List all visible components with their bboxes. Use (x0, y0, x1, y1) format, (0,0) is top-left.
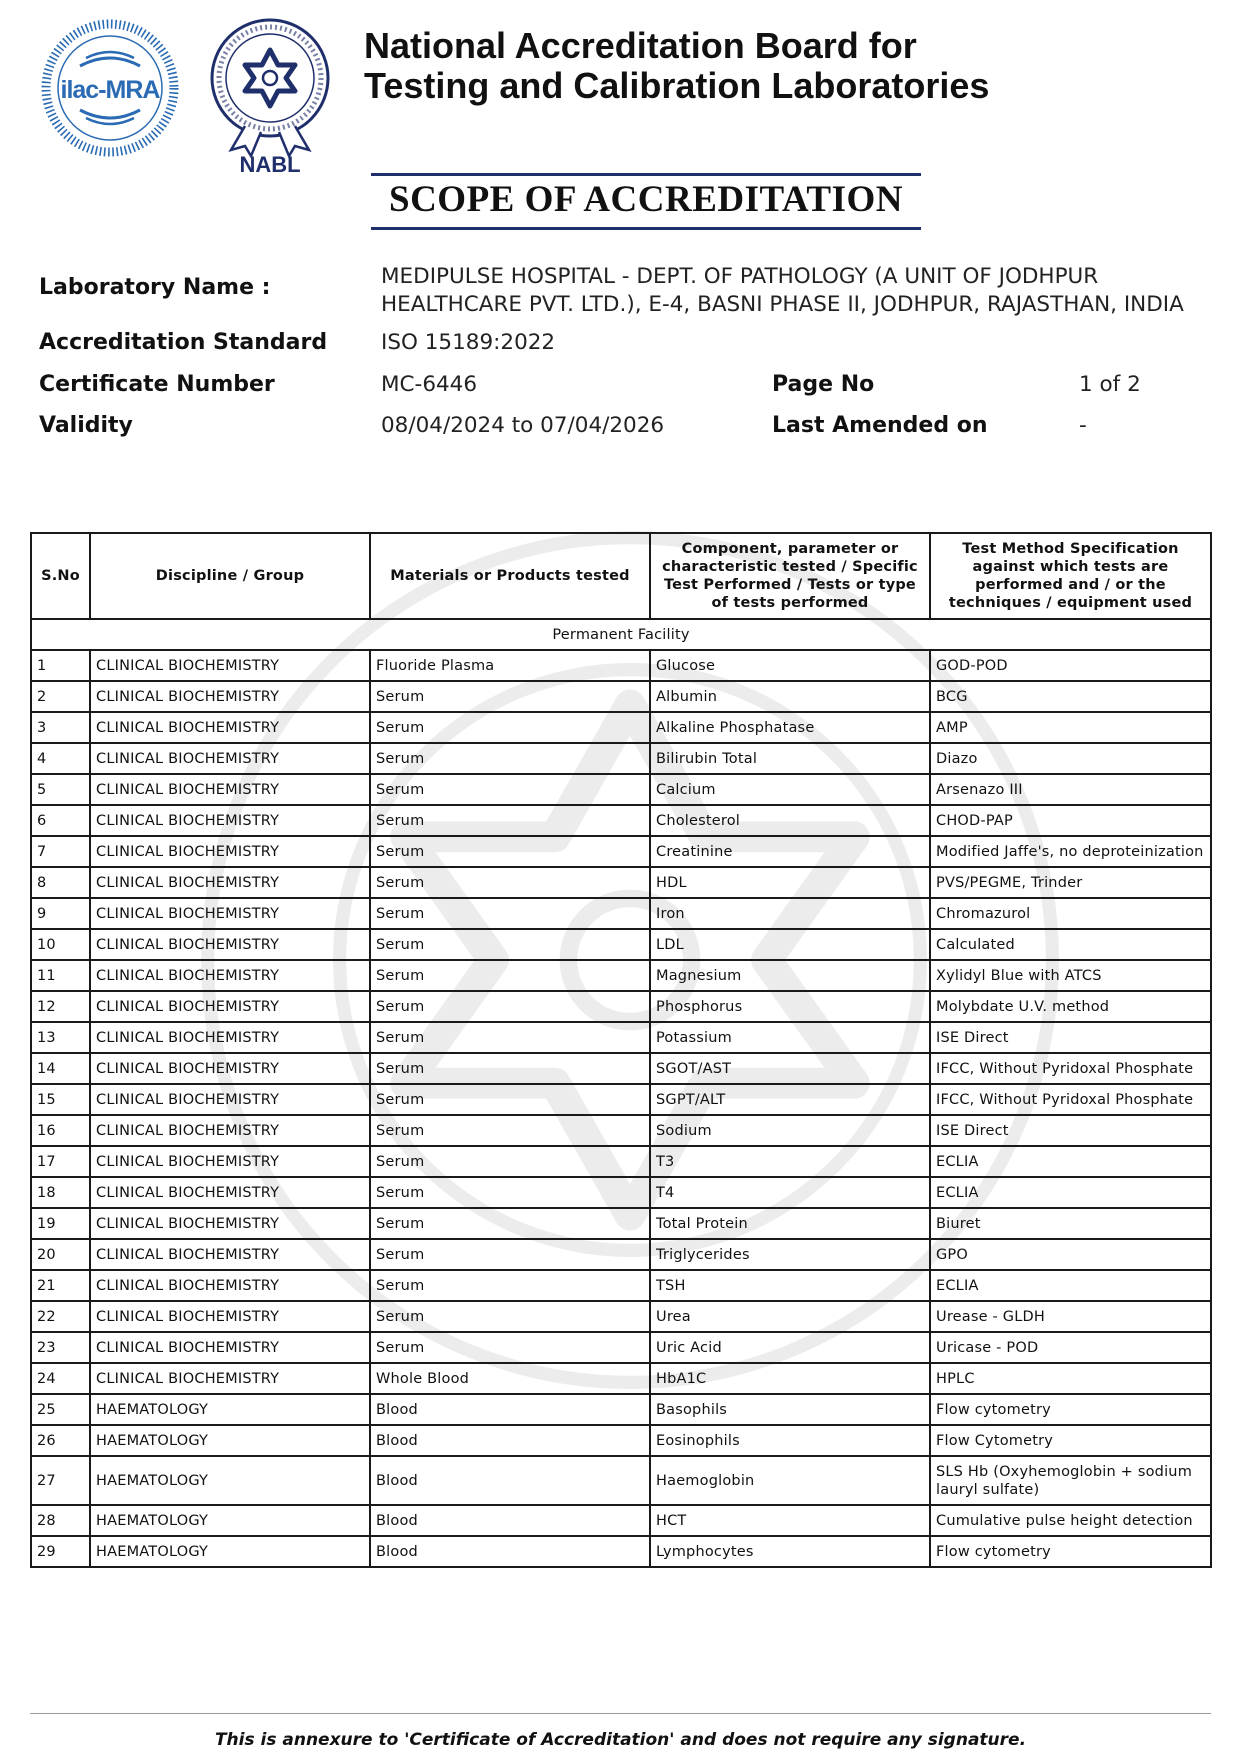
cell-discipline: CLINICAL BIOCHEMISTRY (90, 1115, 370, 1146)
cell-material: Fluoride Plasma (370, 650, 650, 681)
standard-label: Accreditation Standard (39, 330, 328, 355)
cell-sno: 11 (31, 960, 90, 991)
scope-title: SCOPE OF ACCREDITATION (389, 179, 903, 220)
cell-sno: 18 (31, 1177, 90, 1208)
cell-material: Serum (370, 681, 650, 712)
header-discipline: Discipline / Group (90, 533, 370, 619)
header-sno: S.No (31, 533, 90, 619)
cell-sno: 16 (31, 1115, 90, 1146)
cell-component: Glucose (650, 650, 930, 681)
cell-component: Creatinine (650, 836, 930, 867)
table-row (31, 836, 1211, 867)
footer-note: This is annexure to 'Certificate of Accreditation' and does not require any signature. (214, 1730, 1027, 1750)
cell-sno: 26 (31, 1425, 90, 1456)
cell-method: HPLC (930, 1363, 1211, 1394)
cell-material: Serum (370, 867, 650, 898)
cell-component: Triglycerides (650, 1239, 930, 1270)
table-row (31, 1505, 1211, 1536)
cell-method: Uricase - POD (930, 1332, 1211, 1363)
cell-discipline: CLINICAL BIOCHEMISTRY (90, 1332, 370, 1363)
cell-component: Sodium (650, 1115, 930, 1146)
cell-component: Magnesium (650, 960, 930, 991)
table-header-row (31, 533, 1211, 619)
cell-discipline: CLINICAL BIOCHEMISTRY (90, 1084, 370, 1115)
organization-title-line1: National Accreditation Board for (364, 25, 917, 66)
cell-method: Calculated (930, 929, 1211, 960)
cell-material: Serum (370, 1115, 650, 1146)
cell-component: Uric Acid (650, 1332, 930, 1363)
cell-component: Iron (650, 898, 930, 929)
cell-method: Flow cytometry (930, 1394, 1211, 1425)
cell-component: Potassium (650, 1022, 930, 1053)
cell-material: Serum (370, 960, 650, 991)
cell-component: Eosinophils (650, 1425, 930, 1456)
cell-method: ECLIA (930, 1270, 1211, 1301)
table-row (31, 1239, 1211, 1270)
cell-material: Blood (370, 1394, 650, 1425)
cell-sno: 20 (31, 1239, 90, 1270)
ilac-mra-logo (40, 18, 180, 158)
cell-method: Diazo (930, 743, 1211, 774)
cell-method: PVS/PEGME, Trinder (930, 867, 1211, 898)
cell-discipline: CLINICAL BIOCHEMISTRY (90, 650, 370, 681)
validity-value: 08/04/2024 to 07/04/2026 (381, 413, 665, 438)
last-amended-label: Last Amended on (772, 413, 988, 438)
cell-discipline: CLINICAL BIOCHEMISTRY (90, 1177, 370, 1208)
lab-name-value: MEDIPULSE HOSPITAL - DEPT. OF PATHOLOGY (A UNIT OF JODHPUR HEALTHCARE PVT. LTD.), E-4, BASNI PHASE II, JODHPUR, RAJASTHAN, INDIA (381, 264, 1184, 317)
footer-rule (30, 1713, 1211, 1714)
cell-component: HbA1C (650, 1363, 930, 1394)
table-row (31, 1394, 1211, 1425)
cell-material: Serum (370, 929, 650, 960)
cell-material: Blood (370, 1536, 650, 1567)
cell-sno: 12 (31, 991, 90, 1022)
table-row (31, 1022, 1211, 1053)
cell-sno: 3 (31, 712, 90, 743)
cell-method: ECLIA (930, 1177, 1211, 1208)
cell-material: Serum (370, 1270, 650, 1301)
cell-material: Blood (370, 1505, 650, 1536)
table-row (31, 805, 1211, 836)
cell-discipline: HAEMATOLOGY (90, 1536, 370, 1567)
cell-material: Blood (370, 1456, 650, 1505)
cell-method: Arsenazo III (930, 774, 1211, 805)
cell-material: Serum (370, 1022, 650, 1053)
cell-sno: 13 (31, 1022, 90, 1053)
table-row (31, 929, 1211, 960)
cell-material: Serum (370, 991, 650, 1022)
facility-label: Permanent Facility (31, 619, 1211, 650)
cell-sno: 21 (31, 1270, 90, 1301)
table-row (31, 991, 1211, 1022)
cell-material: Serum (370, 1332, 650, 1363)
cell-discipline: CLINICAL BIOCHEMISTRY (90, 805, 370, 836)
cell-method: GPO (930, 1239, 1211, 1270)
table-row (31, 1332, 1211, 1363)
cell-sno: 27 (31, 1456, 90, 1505)
cell-sno: 23 (31, 1332, 90, 1363)
cell-component: Alkaline Phosphatase (650, 712, 930, 743)
table-row (31, 960, 1211, 991)
cell-material: Serum (370, 805, 650, 836)
cell-sno: 29 (31, 1536, 90, 1567)
cell-material: Serum (370, 1084, 650, 1115)
cell-discipline: HAEMATOLOGY (90, 1394, 370, 1425)
cell-discipline: CLINICAL BIOCHEMISTRY (90, 1301, 370, 1332)
cell-material: Serum (370, 836, 650, 867)
nabl-logo-text: NABL (239, 152, 301, 176)
cell-sno: 24 (31, 1363, 90, 1394)
cell-discipline: CLINICAL BIOCHEMISTRY (90, 681, 370, 712)
cell-discipline: CLINICAL BIOCHEMISTRY (90, 991, 370, 1022)
cell-material: Serum (370, 1146, 650, 1177)
cell-method: Urease - GLDH (930, 1301, 1211, 1332)
cell-material: Serum (370, 1301, 650, 1332)
cell-component: HDL (650, 867, 930, 898)
facility-row (31, 619, 1211, 650)
scope-table (30, 532, 1212, 1568)
cell-component: Urea (650, 1301, 930, 1332)
page-number-value: 1 of 2 (1079, 372, 1141, 397)
cell-discipline: CLINICAL BIOCHEMISTRY (90, 960, 370, 991)
cell-material: Serum (370, 1053, 650, 1084)
cell-sno: 1 (31, 650, 90, 681)
header-component: Component, parameter or characteristic tested / Specific Test Performed / Tests or type of tests performed (650, 533, 930, 619)
table-row (31, 774, 1211, 805)
table-row (31, 1177, 1211, 1208)
certificate-number-value: MC-6446 (381, 372, 478, 397)
cell-component: TSH (650, 1270, 930, 1301)
cell-sno: 2 (31, 681, 90, 712)
scope-title-rule-top (371, 173, 921, 176)
cell-discipline: CLINICAL BIOCHEMISTRY (90, 1053, 370, 1084)
cell-material: Serum (370, 1208, 650, 1239)
cell-component: Albumin (650, 681, 930, 712)
cell-component: Cholesterol (650, 805, 930, 836)
validity-label: Validity (39, 413, 133, 438)
cell-sno: 25 (31, 1394, 90, 1425)
cell-sno: 19 (31, 1208, 90, 1239)
cell-material: Serum (370, 1239, 650, 1270)
cell-discipline: CLINICAL BIOCHEMISTRY (90, 1363, 370, 1394)
table-row (31, 867, 1211, 898)
cell-sno: 5 (31, 774, 90, 805)
cell-component: T3 (650, 1146, 930, 1177)
cell-component: LDL (650, 929, 930, 960)
cell-method: SLS Hb (Oxyhemoglobin + sodium lauryl sulfate) (930, 1456, 1211, 1505)
cell-method: IFCC, Without Pyridoxal Phosphate (930, 1084, 1211, 1115)
cell-discipline: CLINICAL BIOCHEMISTRY (90, 836, 370, 867)
cell-method: BCG (930, 681, 1211, 712)
cell-component: Bilirubin Total (650, 743, 930, 774)
table-row (31, 898, 1211, 929)
cell-component: SGOT/AST (650, 1053, 930, 1084)
cell-sno: 10 (31, 929, 90, 960)
cell-method: Chromazurol (930, 898, 1211, 929)
standard-value: ISO 15189:2022 (381, 330, 556, 355)
cell-sno: 8 (31, 867, 90, 898)
cell-method: Molybdate U.V. method (930, 991, 1211, 1022)
table-row (31, 650, 1211, 681)
table-row (31, 1425, 1211, 1456)
certificate-number-label: Certificate Number (39, 372, 275, 397)
cell-method: GOD-POD (930, 650, 1211, 681)
cell-method: IFCC, Without Pyridoxal Phosphate (930, 1053, 1211, 1084)
lab-name-label: Laboratory Name : (39, 275, 271, 300)
ilac-logo-text: ilac-MRA (60, 76, 160, 104)
cell-discipline: CLINICAL BIOCHEMISTRY (90, 1239, 370, 1270)
table-row (31, 1146, 1211, 1177)
nabl-logo (205, 14, 335, 176)
table-row (31, 1536, 1211, 1567)
cell-component: HCT (650, 1505, 930, 1536)
header-test-method: Test Method Specification against which tests are performed and / or the techniques / equipment used (930, 533, 1211, 619)
cell-component: Total Protein (650, 1208, 930, 1239)
cell-method: ISE Direct (930, 1115, 1211, 1146)
cell-discipline: CLINICAL BIOCHEMISTRY (90, 929, 370, 960)
cell-sno: 28 (31, 1505, 90, 1536)
cell-sno: 22 (31, 1301, 90, 1332)
cell-material: Serum (370, 1177, 650, 1208)
table-row (31, 1053, 1211, 1084)
cell-component: T4 (650, 1177, 930, 1208)
cell-method: Xylidyl Blue with ATCS (930, 960, 1211, 991)
cell-sno: 14 (31, 1053, 90, 1084)
cell-discipline: CLINICAL BIOCHEMISTRY (90, 867, 370, 898)
cell-method: CHOD-PAP (930, 805, 1211, 836)
cell-material: Serum (370, 774, 650, 805)
cell-discipline: CLINICAL BIOCHEMISTRY (90, 712, 370, 743)
cell-material: Serum (370, 712, 650, 743)
cell-method: ECLIA (930, 1146, 1211, 1177)
cell-component: Basophils (650, 1394, 930, 1425)
header-materials: Materials or Products tested (370, 533, 650, 619)
cell-material: Serum (370, 743, 650, 774)
cell-method: Flow Cytometry (930, 1425, 1211, 1456)
cell-discipline: CLINICAL BIOCHEMISTRY (90, 774, 370, 805)
cell-material: Whole Blood (370, 1363, 650, 1394)
table-row (31, 1363, 1211, 1394)
page-number-label: Page No (772, 372, 875, 397)
cell-component: Haemoglobin (650, 1456, 930, 1505)
cell-sno: 17 (31, 1146, 90, 1177)
cell-sno: 9 (31, 898, 90, 929)
cell-discipline: HAEMATOLOGY (90, 1456, 370, 1505)
table-row (31, 743, 1211, 774)
table-row (31, 712, 1211, 743)
table-row (31, 1115, 1211, 1146)
table-row (31, 681, 1211, 712)
cell-component: Calcium (650, 774, 930, 805)
last-amended-value: - (1079, 413, 1087, 438)
cell-discipline: CLINICAL BIOCHEMISTRY (90, 898, 370, 929)
cell-component: SGPT/ALT (650, 1084, 930, 1115)
cell-discipline: CLINICAL BIOCHEMISTRY (90, 743, 370, 774)
table-row (31, 1208, 1211, 1239)
cell-sno: 15 (31, 1084, 90, 1115)
cell-sno: 6 (31, 805, 90, 836)
cell-method: Flow cytometry (930, 1536, 1211, 1567)
cell-discipline: CLINICAL BIOCHEMISTRY (90, 1022, 370, 1053)
table-row (31, 1084, 1211, 1115)
cell-discipline: HAEMATOLOGY (90, 1425, 370, 1456)
organization-title-line2: Testing and Calibration Laboratories (364, 65, 990, 106)
cell-material: Blood (370, 1425, 650, 1456)
cell-discipline: CLINICAL BIOCHEMISTRY (90, 1270, 370, 1301)
cell-component: Lymphocytes (650, 1536, 930, 1567)
cell-sno: 7 (31, 836, 90, 867)
table-row (31, 1270, 1211, 1301)
cell-component: Phosphorus (650, 991, 930, 1022)
cell-discipline: CLINICAL BIOCHEMISTRY (90, 1146, 370, 1177)
organization-title (364, 26, 1224, 106)
table-row (31, 1456, 1211, 1505)
cell-method: Biuret (930, 1208, 1211, 1239)
cell-discipline: HAEMATOLOGY (90, 1505, 370, 1536)
cell-sno: 4 (31, 743, 90, 774)
cell-method: Cumulative pulse height detection (930, 1505, 1211, 1536)
cell-method: AMP (930, 712, 1211, 743)
scope-title-rule-bottom (371, 227, 921, 230)
cell-method: Modified Jaffe's, no deproteinization (930, 836, 1211, 867)
cell-method: ISE Direct (930, 1022, 1211, 1053)
table-row (31, 1301, 1211, 1332)
cell-discipline: CLINICAL BIOCHEMISTRY (90, 1208, 370, 1239)
cell-material: Serum (370, 898, 650, 929)
